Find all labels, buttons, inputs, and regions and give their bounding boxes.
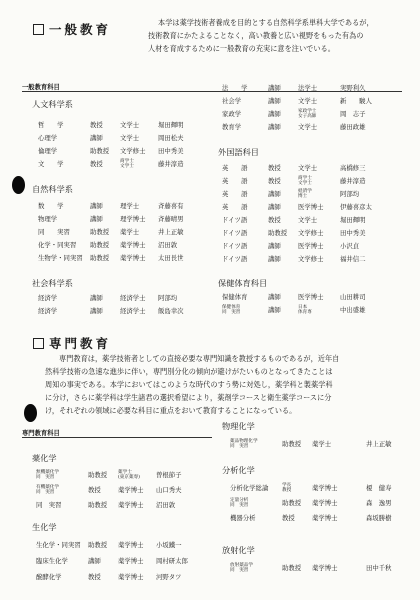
faculty-degree: 文学修士 xyxy=(298,229,324,237)
faculty-rank: 教授 xyxy=(268,216,281,224)
general-education-title-text: 一般教育 xyxy=(49,22,112,37)
faculty-name: 伊藤喜彦太 xyxy=(340,203,372,211)
faculty-degree: 経済学 博士 xyxy=(298,189,312,199)
faculty-degree: 薬学博士 xyxy=(312,564,338,572)
faculty-rank: 講師 xyxy=(268,306,281,314)
faculty-name: 福井信二 xyxy=(340,255,366,263)
faculty-degree: 商学士 文学士 xyxy=(120,159,134,169)
faculty-rank: 講師 xyxy=(90,307,103,315)
humanities-heading: 人文科学系 xyxy=(32,99,73,109)
general-intro-line: 人材を育成するために一般教育の充実に意を注いでいる。 xyxy=(148,44,335,53)
faculty-degree: 医学博士 xyxy=(298,242,324,250)
faculty-name: 阿部均 xyxy=(158,294,178,302)
faculty-subject: 定量分析 同 実習 xyxy=(230,498,249,508)
general-intro-line: 本学は薬学技術者養成を目的とする自然科学系単科大学であるが， xyxy=(158,18,374,27)
faculty-name: 岡 志子 xyxy=(340,110,366,118)
faculty-name: 斉藤喜有 xyxy=(158,202,184,210)
binder-hole xyxy=(24,404,37,422)
faculty-degree: 薬学士 xyxy=(312,440,332,448)
faculty-subject: ドイツ語 xyxy=(222,229,248,237)
faculty-subject: 倫理学 xyxy=(38,147,58,155)
faculty-subject: 生化学・同実習 xyxy=(36,541,81,549)
faculty-subject: 経済学 xyxy=(38,307,58,315)
faculty-rank: 助教授 xyxy=(90,228,110,236)
faculty-name: 田中秀美 xyxy=(340,229,366,237)
faculty-rank: 講師 xyxy=(88,557,101,565)
faculty-subject: 保健体育 xyxy=(222,293,248,301)
faculty-subject: 経済学 xyxy=(38,294,58,302)
faculty-name: 小沢貞 xyxy=(340,242,360,250)
general-faculty-heading: 一般教育科目 xyxy=(22,84,60,91)
major-intro-line: け，それぞれの領域に必要な科目に重点をおいて教育することになっている。 xyxy=(45,406,297,415)
faculty-rank: 教授 xyxy=(282,514,295,522)
faculty-rank: 講師 xyxy=(268,97,281,105)
faculty-rank: 講師 xyxy=(90,294,103,302)
general-intro-line: 技術教育にかたよることなく，高い教養と広い視野をもった有為の xyxy=(148,31,364,40)
faculty-degree: 薬学博士 xyxy=(118,501,144,509)
faculty-name: 田中千秋 xyxy=(366,564,392,572)
faculty-rank: 講師 xyxy=(90,134,103,142)
faculty-rank: 助教授 xyxy=(88,501,108,509)
faculty-degree: 医学博士 xyxy=(298,293,324,301)
checkbox-square-icon xyxy=(33,338,44,349)
faculty-subject: 法 学 xyxy=(222,84,248,92)
faculty-degree: 医学博士 xyxy=(298,203,324,211)
binder-hole xyxy=(12,176,25,194)
faculty-subject: 英 語 xyxy=(222,203,248,211)
faculty-name: 小坂鐵一 xyxy=(156,541,182,549)
faculty-rank: 教授 xyxy=(88,486,101,494)
faculty-name: 井上正敏 xyxy=(366,440,392,448)
faculty-degree: 文学士 xyxy=(298,216,318,224)
faculty-rank: 講師 xyxy=(268,255,281,263)
faculty-degree: 薬学博士 xyxy=(120,241,146,249)
major-intro-line: 専門教育は，薬学技術者としての直接必要な専門知識を教授するものであるが，近年自 xyxy=(59,354,340,363)
biochem-heading: 生化学 xyxy=(32,522,57,532)
faculty-degree: 文学修士 xyxy=(120,147,146,155)
faculty-degree: 薬学博士 xyxy=(312,484,338,492)
major-intro-line: 然科学技術の急速な進歩に伴い，専門別分化の傾向が避けがたいものとなってきたことは xyxy=(45,367,333,376)
faculty-subject: 家政学 xyxy=(222,110,242,118)
faculty-degree: 商学士 文学士 xyxy=(298,176,312,186)
faculty-name: 岡田松夫 xyxy=(158,134,184,142)
faculty-name: 斉藤晴男 xyxy=(158,215,184,223)
faculty-degree: 経済学士 xyxy=(120,307,146,315)
faculty-subject: 臨床生化学 xyxy=(36,557,68,565)
faculty-subject: 生物学・同実習 xyxy=(38,254,83,262)
faculty-rank: 講師 xyxy=(268,203,281,211)
faculty-degree: 法学士 xyxy=(298,84,318,92)
faculty-name: 岡村研太郎 xyxy=(156,557,188,565)
faculty-rank: 教授 xyxy=(90,160,103,168)
faculty-name: 榎 健寿 xyxy=(366,484,392,492)
faculty-rank: 講師 xyxy=(268,110,281,118)
faculty-subject: 社会学 xyxy=(222,97,242,105)
general-intro xyxy=(148,16,408,55)
phys-chem-heading: 物理化学 xyxy=(222,421,255,431)
faculty-name: 太田長世 xyxy=(158,254,184,262)
faculty-rank: 教授 xyxy=(90,121,103,129)
faculty-subject: 保健体育 同 実習 xyxy=(222,305,241,315)
faculty-degree: 薬学博士 xyxy=(312,499,338,507)
faculty-name: 森 逸男 xyxy=(366,499,392,507)
faculty-degree: 日本 体育専 xyxy=(298,305,312,315)
major-intro-line: に分け，さらに薬学科は学生諸君の選択希望により，薬剤学コースと衛生薬学コースに分 xyxy=(45,393,332,402)
faculty-subject: 数 学 xyxy=(38,202,64,210)
faculty-name: 藤井淳造 xyxy=(340,177,366,185)
faculty-degree: 理学士 xyxy=(120,202,140,210)
faculty-rank: 教授 xyxy=(268,164,281,172)
health-pe-heading: 保健体育科目 xyxy=(218,278,268,288)
faculty-subject: 英 語 xyxy=(222,177,248,185)
faculty-name: 河野タツ xyxy=(156,573,182,581)
faculty-subject: 放射薬品学 同 実習 xyxy=(230,563,253,573)
faculty-degree: 薬学士 xyxy=(120,228,140,236)
faculty-degree: 理学博士 xyxy=(120,215,146,223)
major-education-title xyxy=(33,334,111,352)
faculty-subject: 心理学 xyxy=(38,134,58,142)
faculty-name: 阿部均 xyxy=(340,190,360,198)
faculty-rank: 講師 xyxy=(268,242,281,250)
faculty-subject: 物理学 xyxy=(38,215,58,223)
faculty-name: 実野利久 xyxy=(340,84,366,92)
faculty-name: 井上正敏 xyxy=(158,228,184,236)
faculty-name: 新 駿人 xyxy=(340,97,372,105)
faculty-degree: 文学士 xyxy=(120,121,140,129)
faculty-rank: 講師 xyxy=(268,190,281,198)
faculty-subject: 分析化学総論 xyxy=(230,484,269,492)
faculty-degree: 薬学博士 xyxy=(118,573,144,581)
major-education-title-text: 専門教育 xyxy=(49,336,112,351)
faculty-name: 沼田敦 xyxy=(158,241,178,249)
faculty-rank: 助教授 xyxy=(282,440,302,448)
faculty-name: 飯島幸次 xyxy=(158,307,184,315)
faculty-degree: 薬学博士 xyxy=(118,541,144,549)
faculty-rank: 助教授 xyxy=(88,541,108,549)
divider xyxy=(22,437,212,438)
faculty-rank: 助教授 xyxy=(282,499,302,507)
faculty-rank: 講師 xyxy=(268,293,281,301)
faculty-degree: 薬学博士 xyxy=(120,254,146,262)
faculty-name: 曽根節子 xyxy=(156,471,182,479)
faculty-subject: 同 実習 xyxy=(38,228,70,236)
faculty-name: 中出盛雄 xyxy=(340,306,366,314)
faculty-name: 沼田敦 xyxy=(156,501,176,509)
faculty-degree: 文学士 xyxy=(298,123,318,131)
faculty-rank: 講師 xyxy=(268,84,281,92)
pharm-chem-heading: 薬化学 xyxy=(32,453,57,463)
faculty-rank: 助教授 xyxy=(268,229,288,237)
faculty-degree: 文学士 xyxy=(298,97,318,105)
faculty-degree: 薬学博士 xyxy=(312,514,338,522)
faculty-degree: 文学修士 xyxy=(298,255,324,263)
faculty-name: 堀田輝明 xyxy=(158,121,184,129)
faculty-subject: 醗酵化学 xyxy=(36,573,62,581)
checkbox-square-icon xyxy=(33,24,44,35)
faculty-subject: 化学・同実習 xyxy=(38,241,77,249)
faculty-rank: 助教授 xyxy=(88,471,108,479)
faculty-name: 山口秀夫 xyxy=(156,486,182,494)
faculty-subject: 英 語 xyxy=(222,164,248,172)
faculty-degree: 文学士 xyxy=(120,134,140,142)
faculty-name: 藤井淳造 xyxy=(158,160,184,168)
faculty-rank: 助教授 xyxy=(90,147,110,155)
foreign-language-heading: 外国語科目 xyxy=(218,147,259,157)
faculty-rank: 助教授 xyxy=(90,254,110,262)
faculty-rank: 講師 xyxy=(90,215,103,223)
faculty-subject: ドイツ語 xyxy=(222,216,248,224)
faculty-subject: 無機薬化学 同 実習 xyxy=(36,470,59,480)
major-intro xyxy=(45,352,405,417)
faculty-degree: 文学士 xyxy=(298,164,318,172)
faculty-subject: 哲 学 xyxy=(38,121,64,129)
faculty-rank: 教授 xyxy=(88,573,101,581)
major-intro-line: 周知の事実である。本学においてはこのような時代のすう勢に対処し，薬学科と製薬学科 xyxy=(45,380,333,389)
faculty-subject: 機器分析 xyxy=(230,514,256,522)
natural-science-heading: 自然科学系 xyxy=(32,184,73,194)
faculty-subject: ドイツ語 xyxy=(222,255,248,263)
faculty-degree: 薬学博士 xyxy=(118,486,144,494)
faculty-name: 堀田輝明 xyxy=(340,216,366,224)
general-education-title xyxy=(33,20,111,38)
faculty-rank: 講師 xyxy=(90,202,103,210)
faculty-degree: 経済学士 xyxy=(120,294,146,302)
faculty-name: 田中秀美 xyxy=(158,147,184,155)
faculty-name: 高橋修三 xyxy=(340,164,366,172)
social-science-heading: 社会科学系 xyxy=(32,278,73,288)
faculty-rank: 助教授 xyxy=(90,241,110,249)
faculty-subject: 同 実習 xyxy=(36,501,62,509)
faculty-subject: 文 学 xyxy=(38,160,64,168)
faculty-subject: 英 語 xyxy=(222,190,248,198)
faculty-name: 藤田政雄 xyxy=(340,123,366,131)
faculty-degree: 薬学博士 xyxy=(118,557,144,565)
radio-chem-heading: 放射化学 xyxy=(222,545,255,555)
faculty-rank: 助教授 xyxy=(282,564,302,572)
faculty-rank: 学長 教授 xyxy=(282,483,292,493)
faculty-subject: 教育学 xyxy=(222,123,242,131)
faculty-name: 山田耕司 xyxy=(340,293,366,301)
faculty-subject: 薬品物理化学 同 実習 xyxy=(230,439,258,449)
faculty-degree: 薬学士 (東京薬専) xyxy=(118,470,140,480)
faculty-degree: 家政学士 女子高師 xyxy=(298,109,317,119)
faculty-rank: 講師 xyxy=(268,123,281,131)
faculty-subject: ドイツ語 xyxy=(222,242,248,250)
major-faculty-heading: 専門教育科目 xyxy=(22,430,60,437)
faculty-name: 森坂勝樹 xyxy=(366,514,392,522)
faculty-subject: 有機薬化学 同 実習 xyxy=(36,485,59,495)
analytic-chem-heading: 分析化学 xyxy=(222,465,255,475)
faculty-rank: 教授 xyxy=(268,177,281,185)
